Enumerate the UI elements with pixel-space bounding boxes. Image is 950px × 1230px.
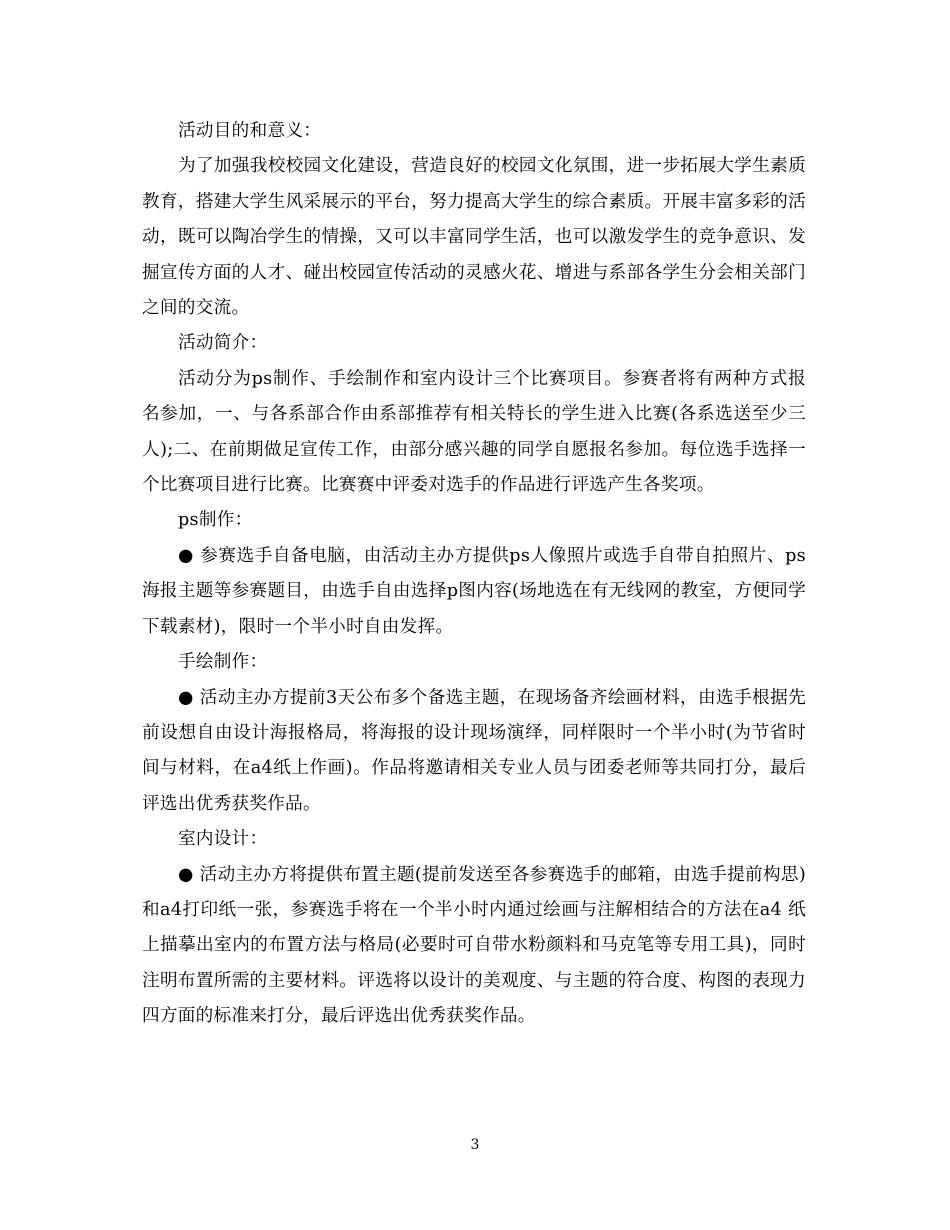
- section-body-ps: ● 参赛选手自备电脑，由活动主办方提供ps人像照片或选手自带自拍照片、ps海报主题等参赛题目，由选手自由选择p图内容(场地选在有无线网的教室，方便同学下载素材)，限时一个半小时自由发挥。: [142, 545, 806, 637]
- document-body: [142, 114, 806, 1035]
- section-body-purpose: 为了加强我校校园文化建设，营造良好的校园文化氛围，进一步拓展大学生素质教育，搭建大学生风采展示的平台，努力提高大学生的综合素质。开展丰富多彩的活动，既可以陶冶学生的情操，又可以丰富同学生活，也可以激发学生的竞争意识、发掘宣传方面的人才、碰出校园宣传活动的灵感火花、增进与系部各学生分会相关部门之间的交流。: [142, 156, 806, 319]
- section-heading-purpose: 活动目的和意义：: [178, 121, 322, 141]
- section-heading-ps: ps制作：: [178, 510, 253, 531]
- page-number: 3: [470, 1137, 480, 1153]
- section-heading-handdrawing: 手绘制作：: [178, 652, 268, 673]
- section-heading-interior: 室内设计：: [178, 829, 268, 850]
- section-body-handdrawing: ● 活动主办方提前3天公布多个备选主题，在现场备齐绘画材料，由选手根据先前设想自由设计海报格局，将海报的设计现场演绎，同样限时一个半小时(为节省时间与材料，在a4纸上作画)。作品将邀请相关专业人员与团委老师等共同打分，最后评选出优秀获奖作品。: [142, 687, 806, 814]
- section-heading-intro: 活动简介：: [178, 333, 268, 354]
- section-body-interior: ● 活动主办方将提供布置主题(提前发送至各参赛选手的邮箱，由选手提前构思)和a4打印纸一张，参赛选手将在一个半小时内通过绘画与注解相结合的方法在a4 纸上描摹出室内的布置方法与格局(必要时可自带水粉颜料和马克笔等专用工具)，同时注明布置所需的主要材料。评选将以设计的美观度、与主题的符合度、构图的表现力四方面的标准来打分，最后评选出优秀获奖作品。: [142, 864, 806, 1027]
- section-body-intro: 活动分为ps制作、手绘制作和室内设计三个比赛项目。参赛者将有两种方式报名参加，一、与各系部合作由系部推荐有相关特长的学生进入比赛(各系选送至少三人);二、在前期做足宣传工作，由部分感兴趣的同学自愿报名参加。每位选手选择一个比赛项目进行比赛。比赛赛中评委对选手的作品进行评选产生各奖项。: [142, 368, 806, 496]
